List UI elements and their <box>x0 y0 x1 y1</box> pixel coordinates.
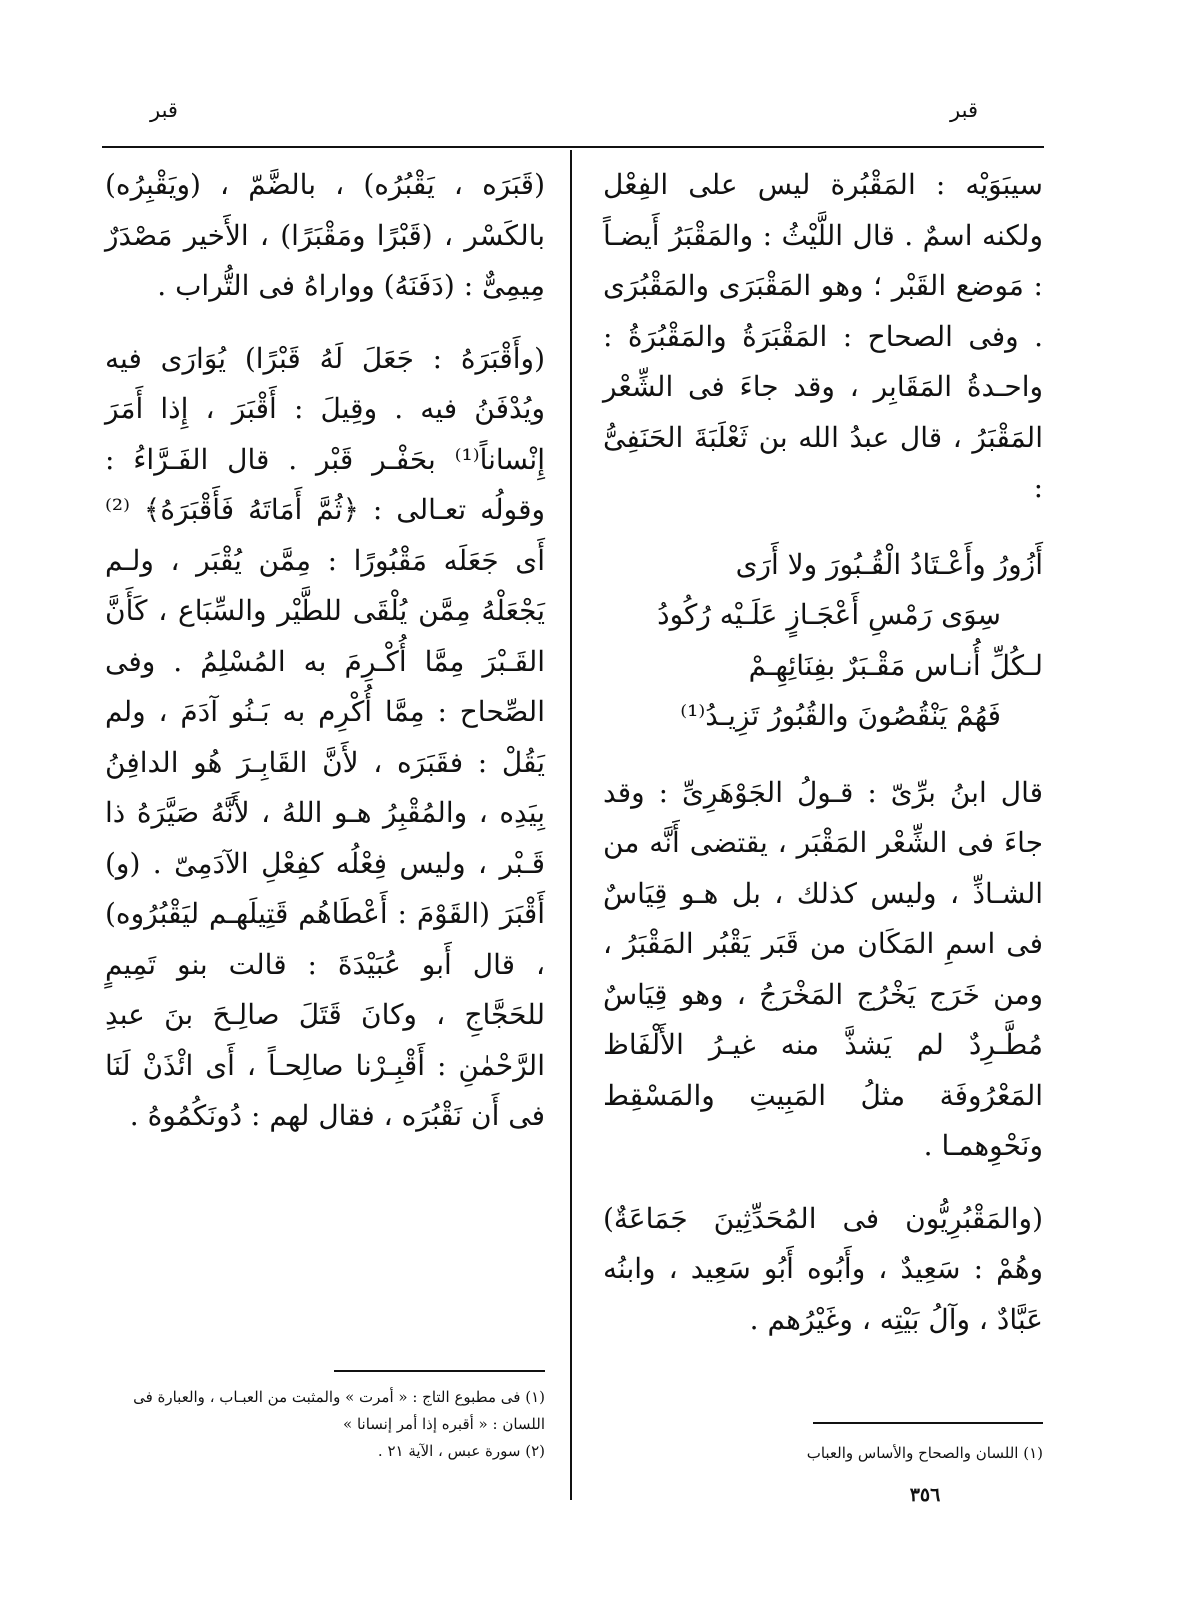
footnote: (١) فى مطبوع التاج : « أمرت » والمثبت من العبـاب ، والعبارة فى اللسان : « أقبره إذا أمر إنسانا » <box>133 1388 545 1433</box>
footnote-rule-left <box>334 1370 545 1372</box>
entry-paragraph: (قَبَرَه ، يَقْبُرُه) ، بالضَّمّ ، (ويَقْبِرُه) بالكَسْر ، (قَبْرًا ومَقْبَرًا) ، الأَخير مَصْدَرٌ مِيمِىٌّ : (دَفَنَهُ) وواراهُ فى التُّراب . <box>105 168 545 302</box>
footnote-rule-right <box>813 1422 1043 1424</box>
poem-verse <box>603 540 1043 742</box>
footnote: (٢) سورة عبس ، الآية ٢١ . <box>377 1442 545 1460</box>
entry-paragraph: قال ابنُ برِّىّ : قـولُ الجَوْهَرِىِّ : وقد جاءَ فى الشِّعْر المَقْبَر ، يقتضى أَنَّه من الشـاذِّ ، وليس كذلك ، بل هـو قِيَاسٌ فى اسمِ المَكَان من قَبَر يَقْبُر المَقْبَرُ ، ومن خَرَج يَخْرُج المَخْرَجُ ، وهو قِيَاسٌ مُطَّـرِدٌ لم يَشذَّ منه غيـرُ الأَلْفَاظ المَعْرُوفَة مثلُ المَبِيتِ والمَسْقِط ونَحْوِهمـا . <box>603 775 1043 1162</box>
column-divider <box>570 150 572 1500</box>
entry-paragraph: (والمَقْبُرِيُّون فى المُحَدِّثِينَ جَمَاعَةٌ) وهُمْ : سَعِيدٌ ، وأَبُوه أَبُو سَعِيد ، وابنُه عَبَّادٌ ، وآلُ بَيْتِه ، وغَيْرُهم . <box>603 1201 1043 1336</box>
left-column <box>105 160 545 1142</box>
header-word-left: قبر <box>150 98 178 122</box>
right-column <box>603 160 1043 1345</box>
page-number: ٣٥٦ <box>909 1484 941 1506</box>
entry-paragraph: سيبَوَيْه : المَقْبُرة ليس على الفِعْل ولكنه اسمٌ . قال اللَّيْثُ : والمَقْبَرُ أَيضـاً : مَوضع القَبْر ؛ وهو المَقْبَرَى والمَقْبُرَى . وفى الصحاح : المَقْبَرَةُ والمَقْبُرَةُ : واحـدةُ المَقَابِر ، وقد جاءَ فى الشِّعْر المَقْبَرُ ، قال عبدُ الله بن ثَعْلَبَةَ الحَنَفِىُّ : <box>603 168 1043 504</box>
verse-line: سِوَى رَمْسِ أَعْجَـازٍ عَلَـيْه رُكُودُ <box>657 598 1001 631</box>
entry-paragraph: (وأَقْبَرَهُ : جَعَلَ لَهُ قَبْرًا) يُوَارَى فيه ويُدْفَنُ فيه . وقِيلَ : أَقْبَرَ ، إِذا أَمَرَ إِنْساناً⁽¹⁾ بحَفْـر قَبْر . قال الفَـرَّاءُ : وقولُه تعـالى : ﴿ثُمَّ أَمَاتَهُ فَأَقْبَرَهُ﴾ ⁽²⁾ أَى جَعَلَه مَقْبُورًا : مِمَّن يُقْبَر ، ولـم يَجْعَلْهُ مِمَّن يُلْقَى للطَّيْر والسِّبَاع ، كَأَنَّ القَـبْرَ مِمَّا أُكْـرِمَ به المُسْلِمُ . وفى الصِّحاح : مِمَّا أُكْرِم به بَـنُو آدَمَ ، ولم يَقُلْ : فقَبَرَه ، لأَنَّ القَابِـرَ هُو الدافِنُ بِيَدِه ، والمُقْبِرُ هـو اللهُ ، لأَنَّهُ صَيَّرَهُ ذا قَـبْر ، وليس فِعْلُه كفِعْلِ الآدَمِىّ . (و) أَقْبَرَ (القَوْمَ : أَعْطَاهُم قَتِيلَهـم ليَقْبُرُوه) ، قال أَبو عُبَيْدَةَ : قالت بنو تَمِيمٍ للحَجَّاجِ ، وكانَ قَتَلَ صالِـحَ بنَ عبدِ الرَّحْمٰنِ : أَقْبِـرْنا صالِحـاً ، أَى ائْذَنْ لَنَا فى أَن نَقْبُرَه ، فقال لهم : دُونَكُمُوهُ . <box>105 341 545 1132</box>
header-word-right: قبر <box>950 98 978 122</box>
footnotes-left <box>105 1384 545 1465</box>
footnote: (١) اللسان والصحاح والأساس والعباب <box>806 1444 1043 1462</box>
footnotes-right <box>603 1440 1043 1467</box>
verse-line: لـكُلِّ أُنـاس مَقْـبَرٌ بفِنَائِهِـمْ <box>748 648 1043 682</box>
verse-line: أَزُورُ وأَعْـتَادُ الْقُـبُورَ ولا أَرَى <box>735 547 1043 581</box>
verse-line: فَهُمْ يَنْقُصُونَ والقُبُورُ تَزِيـدُ⁽¹⁾ <box>680 699 1001 732</box>
header-rule <box>102 146 1044 148</box>
